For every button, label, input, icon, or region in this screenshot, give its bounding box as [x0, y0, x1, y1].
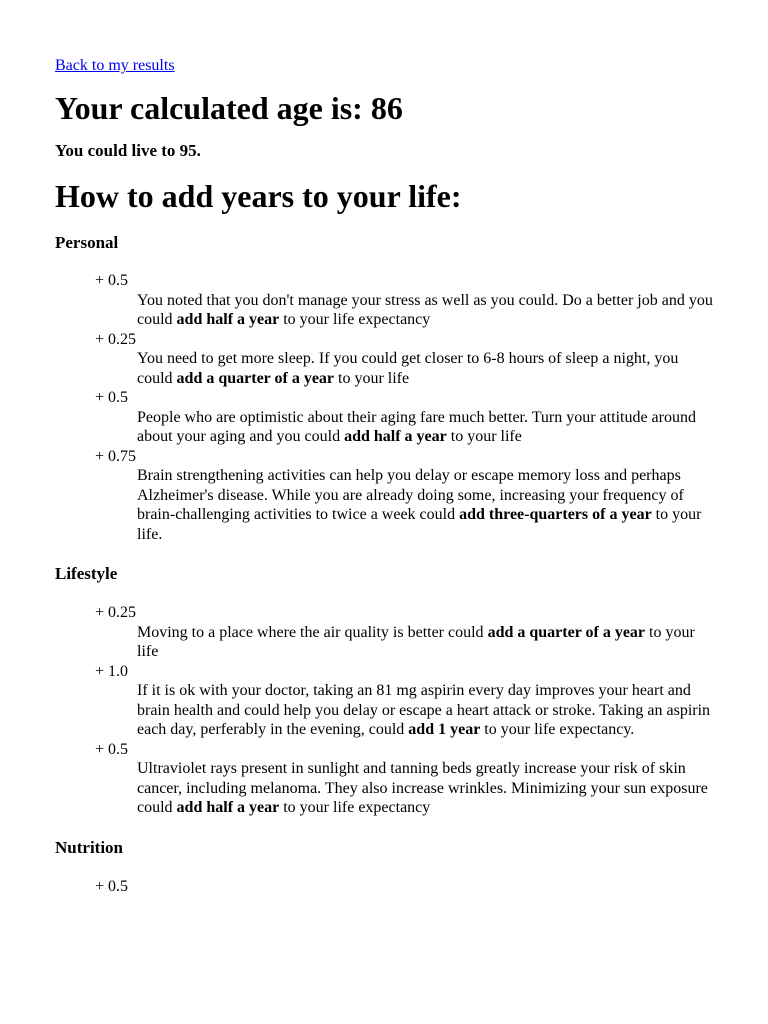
- tip-highlight: add half a year: [176, 311, 280, 328]
- tip-text: If it is ok with your doctor, taking an 81 mg aspirin every day improves your heart and brain health and could help you delay or escape a heart attack or stroke. Taking an aspirin each day, perferably in the evening, could add 1 year to your life expectancy.: [137, 682, 711, 738]
- tip-years: + 0.5: [95, 389, 129, 406]
- tip-text: You noted that you don't manage your stress as well as you could. Do a better job and you could add half a year to your life expectancy: [137, 291, 713, 328]
- back-to-results-link[interactable]: Back to my results: [55, 57, 175, 74]
- tip-years: + 0.5: [95, 272, 129, 289]
- tip-years: + 0.25: [95, 330, 137, 348]
- section-title-personal: Personal: [55, 233, 119, 252]
- tip-years: + 1.0: [95, 662, 129, 680]
- tips-list-nutrition: [55, 877, 714, 897]
- tip-text: You need to get more sleep. If you could get closer to 6-8 hours of sleep a night, you could add a quarter of a year to your life: [137, 350, 679, 387]
- tip-text: Ultraviolet rays present in sunlight and tanning beds greatly increase your risk of skin cancer, including melanoma. They also increase wrinkles. Minimizing your sun exposure could add half a year to your life expectancy: [137, 760, 708, 816]
- tip-text: Brain strengthening activities can help you delay or escape memory loss and perhaps Alzheimer's disease. While you are already doing some, increasing your frequency of brain-challenging activities to twice a week could add three-quarters of a year to your life.: [137, 467, 702, 543]
- tip-text: People who are optimistic about their aging fare much better. Turn your attitude around about your aging and you could add half a year to your life: [137, 408, 696, 445]
- tip-years: + 0.75: [95, 447, 137, 465]
- section-title-lifestyle: Lifestyle: [55, 564, 118, 583]
- tip-text: Moving to a place where the air quality is better could add a quarter of a year to your life: [137, 623, 695, 660]
- calculated-age-heading: Your calculated age is: 86: [55, 90, 403, 126]
- tip-highlight: add half a year: [344, 428, 447, 445]
- tip-highlight: add a quarter of a year: [176, 369, 335, 387]
- tip-highlight: add 1 year: [408, 721, 481, 738]
- tips-list-personal: [55, 271, 714, 544]
- tip-highlight: add a quarter of a year: [487, 623, 646, 641]
- tip-years: + 0.25: [95, 604, 137, 621]
- tip-highlight: add three-quarters of a year: [459, 506, 652, 523]
- tips-list-lifestyle: [55, 603, 714, 818]
- tip-years: + 0.5: [95, 740, 129, 758]
- tip-years: + 0.5: [95, 877, 129, 895]
- tip-highlight: add half a year: [176, 799, 280, 816]
- section-title-nutrition: Nutrition: [55, 837, 123, 857]
- life-expectancy-text: You could live to 95.: [55, 141, 201, 160]
- how-to-add-years-heading: How to add years to your life:: [55, 178, 462, 214]
